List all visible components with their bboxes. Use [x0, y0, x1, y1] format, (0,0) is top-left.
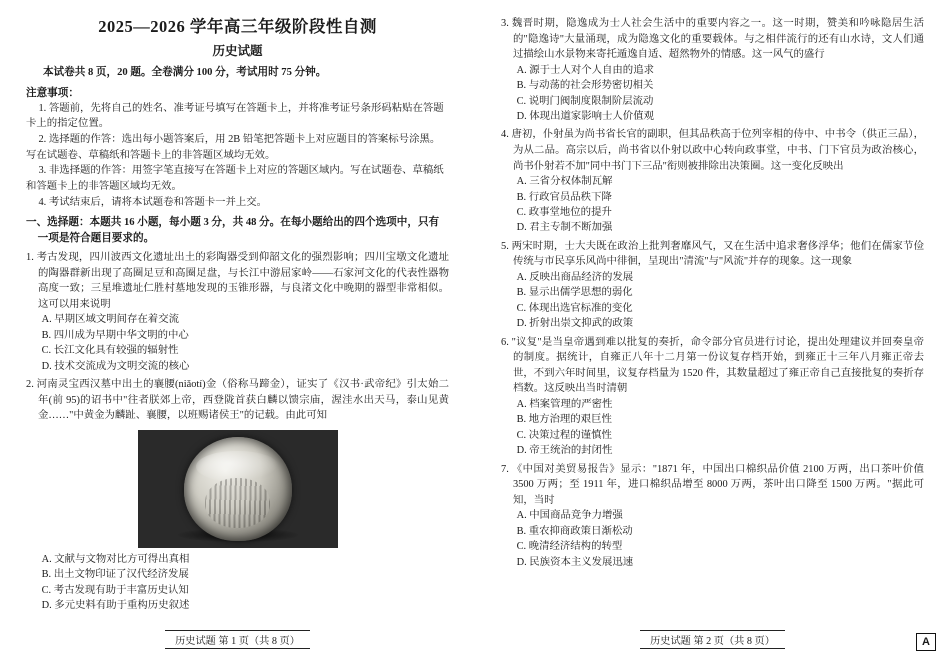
- question-number: 6.: [501, 336, 509, 348]
- option-item: B. 出土文物印证了汉代经济发展: [41, 569, 189, 581]
- question-text: 河南灵宝西汉墓中出土的襄腰(niǎotí)金（俗称马蹄金），证实了《汉书·武帝纪》引太始二年(前 95)的诏书中"往者朕郊上帝，西登陇首获白麟以馈宗庙，渥洼水出天马，泰山见黄金……"中黄金为麟趾、襄腰，以班赐诸侯王"的记载。由此可知: [36, 378, 449, 422]
- exam-lead-text: 本试卷共 8 页，20 题。全卷满分 100 分，考试用时 75 分钟。: [42, 67, 327, 79]
- page-column-right: [475, 0, 950, 659]
- question-item: [501, 16, 924, 63]
- question-item: [501, 127, 924, 174]
- notice-heading: 注意事项：: [26, 87, 79, 99]
- option-item: A. 反映出商品经济的发展: [516, 272, 634, 283]
- notice-item: 3. 非选择题的作答：用签字笔直接写在答题卡上对应的答题区域内。写在试题卷、草稿纸和答题卡上的非答题区域均无效。: [26, 165, 444, 192]
- question-item: [501, 462, 924, 509]
- footer-right: [475, 630, 950, 649]
- page-title: 2025—2026 学年高三年级阶段性自测: [98, 17, 377, 36]
- option-item: B. 四川成为早期中华文明的中心: [41, 329, 189, 341]
- option-item: C. 晚清经济结构的转型: [516, 541, 623, 553]
- section-one-subtitle: 一项是符合题目要求的。: [37, 233, 155, 244]
- option-item: A. 早期区域文明间存在着交流: [41, 314, 179, 326]
- option-item: C. 长江文化具有较强的辐射性: [41, 345, 179, 357]
- option-item: C. 说明门阀制度限制阶层流动: [516, 95, 654, 107]
- option-item: C. 体现出选官标准的变化: [516, 302, 633, 314]
- question-item: [501, 335, 924, 397]
- option-item: C. 政事堂地位的提升: [516, 207, 612, 218]
- question-text: 考古发现，四川波西文化遗址出土的彩陶器受到仰韶文化的强烈影响；四川宝墩文化遗址的陶器群新出现了高圈足豆和高圈足盘，与长江中游屈家岭——石家河文化的代表性器物高度一致；三星堆遗址仁胜村墓地发现的玉锥形器，与良渚文化中晚期的器型非常相似。这可以用来说明: [36, 251, 449, 310]
- question-number: 5.: [501, 240, 509, 252]
- option-item: D. 多元史料有助于重构历史叙述: [41, 599, 190, 611]
- option-item: D. 折射出崇文抑武的政策: [516, 318, 634, 330]
- question-item: [501, 239, 924, 270]
- question-text: 《中国对美贸易报告》显示："1871 年，中国出口棉织品价值 2100 万两，出口茶叶价值 3500 万两；至 1911 年，进口棉织品增至 8000 万两，茶叶出口降至 1500 万两。"据此可知，当时: [511, 463, 924, 506]
- section-one-heading: [26, 215, 449, 247]
- footer-right-text: 历史试题 第 2 页（共 8 页）: [640, 630, 785, 649]
- option-item: B. 行政官员品秩下降: [516, 191, 612, 203]
- footer-left-text: 历史试题 第 1 页（共 8 页）: [165, 630, 310, 649]
- option-item: C. 决策过程的谨慎性: [516, 429, 612, 441]
- option-item: B. 显示出儒学思想的弱化: [516, 287, 633, 299]
- question-number: 7.: [501, 463, 509, 475]
- coin-photograph: [138, 430, 338, 548]
- paper-version-badge: A: [916, 633, 936, 651]
- question-text: 魏晋时期，隐逸成为士人社会生活中的重要内容之一。这一时期，赞美和吟咏隐居生活的"隐逸诗"大量涌现，成为隐逸文化的重要载体。与之相伴流行的还有山水诗，文人们通过描绘山水景物来寄托遁逸自适、超然物外的情感。这一风气的盛行: [511, 18, 924, 61]
- question-item: [26, 377, 449, 424]
- question-number: 4.: [501, 129, 509, 141]
- option-item: D. 技术交流成为文明交流的核心: [41, 360, 190, 372]
- question-number: 1.: [26, 251, 34, 263]
- option-item: A. 源于士人对个人自由的追求: [516, 64, 654, 76]
- question-text: 唐初，仆射虽为尚书省长官的副职，但其品秩高于位列宰相的侍中、中书令（供正三品），为从二品。高宗以后，尚书省以仆射以政中心转向政事堂，中书、门下官员为政治核心，尚书仆射若不加"同中书门下三品"衔则被排除出决策圈。这一变化反映出: [511, 129, 924, 172]
- question-text: 两宋时期，士大夫既在政治上批判奢靡风气，又在生活中追求奢侈浮华；他们在儒家节俭传统与市民享乐风尚中徘徊，呈现出"清流"与"风流"并存的现象。这一现象: [511, 240, 924, 268]
- option-item: A. 中国商品竞争力增强: [516, 510, 623, 522]
- option-item: D. 体现出道家影响士人价值观: [516, 111, 654, 122]
- option-item: D. 君主专制不断加强: [516, 222, 613, 234]
- notice-item: 1. 答题前，先将自己的姓名、准考证号填写在答题卡上，并将准考证号条形码粘贴在答题卡上的指定位置。: [26, 102, 444, 130]
- question-number: 3.: [501, 18, 509, 29]
- option-item: D. 帝王统治的封闭性: [516, 445, 613, 457]
- option-item: B. 地方治理的艰巨性: [516, 414, 612, 426]
- option-item: B. 重农抑商政策日渐松动: [516, 525, 633, 537]
- question-item: [26, 250, 449, 312]
- page-subtitle: 历史试题: [212, 44, 263, 59]
- option-item: B. 与动荡的社会形势密切相关: [516, 80, 654, 92]
- option-item: A. 文献与文物对比方可得出真相: [41, 553, 190, 565]
- question-number: 2.: [26, 378, 34, 390]
- question-text: "议复"是当皇帝遇到难以批复的奏折，命令部分官员进行讨论，提出处理建议并回奏皇帝的制度。据统计，自雍正八年十二月第一份议复存档开始，到雍正十三年八月雍正帝去世，不到六年时间里，议复存档量为 1520 件，其数量超过了雍正帝自己直接批复的奏折存档数。这反映出当时清朝: [511, 336, 924, 395]
- footer-left: [0, 630, 475, 649]
- section-one-title: 一、选择题：本题共 16 小题，每小题 3 分，共 48 分。在每小题给出的四个选项中，只有: [26, 217, 440, 229]
- notice-item: 2. 选择题的作答：选出每小题答案后，用 2B 铅笔把答题卡上对应题目的答案标号涂黑。写在试题卷、草稿纸和答题卡上的非答题区域均无效。: [26, 134, 441, 161]
- option-item: A. 三省分权体制瓦解: [516, 176, 613, 188]
- option-item: D. 民族资本主义发展迅速: [516, 556, 634, 568]
- horseshoe-gold-ingot: [184, 437, 292, 541]
- option-item: C. 考古发现有助于丰富历史认知: [41, 584, 189, 596]
- notice-item: 4. 考试结束后，请将本试题卷和答题卡一并上交。: [38, 196, 268, 208]
- option-item: A. 档案管理的严密性: [516, 399, 613, 410]
